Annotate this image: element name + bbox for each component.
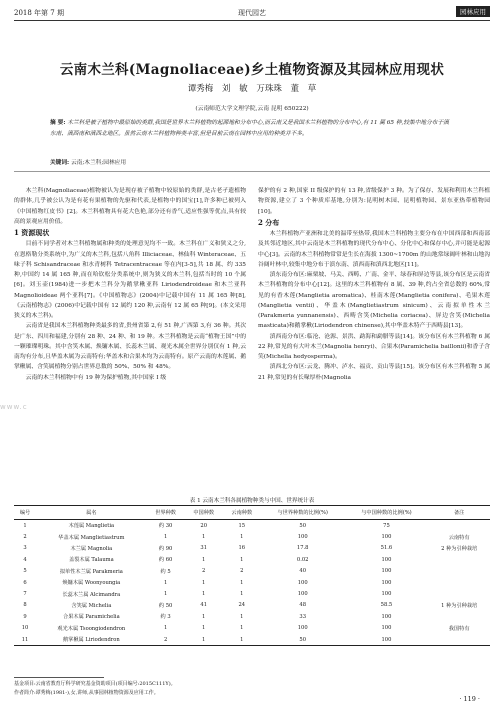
table-cell (428, 554, 490, 565)
table-cell: 5 (23, 568, 27, 575)
table-cell: 1 (23, 522, 27, 529)
table-cell: 40 (299, 568, 306, 575)
table-cell: 合果木属 Paramichelia (63, 614, 120, 621)
right-column (258, 186, 490, 383)
table-cell: 31 (200, 545, 207, 552)
table-cell: 约 60 (158, 557, 173, 564)
table-cell: 100 (381, 625, 392, 632)
table-cell: 75 (383, 522, 390, 529)
table-cell: 1 (163, 534, 168, 541)
table-cell: 1 (240, 579, 244, 586)
table-cell: 100 (381, 534, 392, 541)
table-cell: 8 (23, 602, 27, 609)
table-cell (428, 634, 490, 646)
table-cell: 1 (163, 625, 168, 632)
table-cell: 2 种为引种栽培 (441, 545, 478, 552)
table-row (14, 634, 490, 646)
table-cell: 4 (23, 556, 27, 563)
table-row (14, 520, 490, 532)
column-header: 编号 (14, 506, 36, 520)
table-cell: 100 (381, 579, 392, 586)
table-cell: 58.5 (380, 602, 393, 609)
table-row (14, 588, 490, 599)
table-cell: 云南特有 (448, 534, 470, 541)
abstract-text: 木兰科是被子植物中最原始的类群,我国是世界木兰科植物的起源地和分布中心,而云南又是我国木兰科植物的分布中心,有 11 属 65 种,较集中地分布于滇东南、滇西南和滇西北地区。虽然云南木兰科植物种类丰富,但是目前云南在园林中应用的种类并不多。 (50, 120, 449, 137)
table-cell: 2 (147, 634, 185, 646)
table-cell: 长蕊木兰属 Alcimandra (62, 591, 121, 598)
table-cell: 16 (238, 545, 246, 552)
table-cell: 含笑属 Michelia (71, 602, 112, 609)
table-cell: 鹅掌楸属 Liriodendron (36, 634, 146, 646)
paragraph: 目前不同学者对木兰科植物属和种类的处理意见均不一致。木兰科在广义和狭义之分,在恩格勒分类系统中,为广义的木兰科,包括八角科 Illiciaceae、林仙科 Winteraceae、五味子科 Schisandraceae 和水青树科 Tetracentraceae 等在内[3-5],共 18 属、约 335 种,中国约 14 属 165 种,而在哈钦松分类系统中,则为狭义的木兰科,包括当时的 10 个属[6]。刘玉壶(1984)进一步把木兰科分为鹅掌楸亚科 Liriodendroideae 和木兰亚科 Magnolioideae 两个亚科[7]。《中国植物志》(2004)中记载中国有 11 属 165 种[8],《云南植物志》(2006)中记载中国有 12 属约 120 种,云南有 12 属 65 种[9]。(本文采用狭义的木兰科)。 (14, 241, 246, 319)
authors: 谭秀梅 刘 敏 万珠珠 董 草 (187, 84, 317, 94)
page-number: · 119 · (459, 695, 480, 703)
table-row (14, 543, 490, 554)
keywords (50, 157, 454, 166)
table-cell: 10 (21, 625, 29, 632)
table-cell (428, 577, 490, 588)
watermark-text: www.c (0, 403, 28, 411)
table-cell: 100 (381, 591, 392, 598)
table-cell: 17.8 (296, 545, 309, 552)
table-cell: 1 (240, 591, 244, 598)
page-header (0, 0, 504, 40)
author-footnote: 作者简介:谭秀梅(1981-),女,讲师,从事园林植物资源及应用工作。 (14, 690, 159, 696)
column-header: 云南种数 (223, 506, 261, 520)
table-cell: 41 (200, 602, 207, 609)
paragraph: 木兰科植物产亚洲和北美的温带至热带,我国木兰科植物主要分布在中国西部和西南部及其邻近地区,其中云南是木兰科植物的现代分布中心、分化中心和保存中心,并可能是起源中心[3]。云南的木兰科植物常常是生长在海拔 1300~1700m 的山地常绿阔叶林和山地沟谷阔叶林中,较集中地分布于滇东南、滇西南和滇西北地区[11]。 (258, 231, 490, 268)
fund-footnote: 基金项目:云南省教育厅科学研究基金资助项目(项目编号:2015C111Y)。 (14, 681, 176, 687)
table-cell: 9 (23, 613, 27, 620)
header-rule (14, 20, 490, 21)
column-header: 属名 (36, 506, 146, 520)
table-cell: 约 5 (160, 568, 171, 575)
intro-paragraph: 木兰科(Magnoliaceae)植物被认为是现存被子植物中较原始的类群,是古老孑遗植物的群体,几乎被公认为是有花有果植物的先驱和代表,是植物中的国宝[1],许多种已被列入《中国植物红皮书》[2]。木兰科植物具有花大色艳,部分还有香气,适应性强等优点,具有较高的景观应用价值。 (14, 188, 246, 225)
abstract-label: 摘 要: (50, 120, 66, 126)
table-cell (428, 588, 490, 599)
keywords-label: 关键词: (50, 160, 70, 166)
table-cell: 1 种为引种栽培 (441, 602, 478, 609)
table-cell: 3 (23, 545, 27, 552)
abstract (50, 118, 454, 139)
table-cell: 1 (202, 534, 206, 541)
table-cell (428, 611, 490, 622)
table-cell: 24 (238, 602, 246, 609)
column-header: 备注 (428, 506, 490, 520)
table-cell: 焕镛木属 Woonyoungia (62, 580, 121, 587)
table-cell: 盖裂木属 Talauma (69, 557, 114, 564)
column-header: 中国种数 (185, 506, 223, 520)
table-row (14, 531, 490, 542)
table-row (14, 577, 490, 588)
table-cell: 1 (223, 634, 261, 646)
table-cell: 拟单性木兰属 Parakmeria (59, 568, 123, 575)
table-row (14, 600, 490, 611)
table-cell (428, 520, 490, 532)
table-caption: 表 1 云南木兰科各属植物种类与中国、世界统计表 (189, 498, 315, 504)
table-cell: 100 (297, 534, 308, 541)
column-header: 与世界种数的比例(%) (261, 506, 345, 520)
table-row (14, 623, 490, 634)
section-heading-resources: 1 资源现状 (14, 228, 50, 237)
article-title: 云南木兰科(Magnoliaceae)乡土植物资源及其园林应用现状 (59, 62, 445, 78)
paragraph: 云南的木兰科植物中有 19 种为保护植物,其中国家 I 级 (25, 374, 167, 381)
table-cell: 100 (297, 625, 308, 632)
table-cell: 33 (299, 613, 306, 620)
table-cell: 15 (238, 522, 246, 529)
table-cell: 1 (202, 613, 206, 620)
table-cell: 7 (23, 591, 27, 598)
paragraph: 保护的有 2 种,国家 II 级保护的有 13 种,省级保护 3 种。为了保存、发展和利用木兰科植物资源,建立了 3 个种质库基地,分别为:昆明树木园、昆明植物园、景东亚热带植物园[10]。 (258, 188, 490, 215)
table-header-row (14, 506, 490, 520)
table-cell: 2 (240, 568, 244, 575)
table-cell: 100 (297, 591, 308, 598)
table-cell: 约 90 (158, 545, 173, 552)
section-heading-distribution: 2 分布 (258, 217, 280, 227)
table-cell: 100 (381, 568, 392, 575)
table-cell: 1 (240, 625, 244, 632)
table-cell: 6 (23, 579, 27, 586)
table-cell (428, 566, 490, 577)
table-cell: 约 30 (158, 523, 173, 530)
affiliation: (云南师范大学文理学院,云南 昆明 650222) (195, 106, 309, 112)
table-row (14, 566, 490, 577)
table-cell: 我国特有 (448, 625, 470, 632)
table-cell: 1 (185, 634, 223, 646)
column-header: 与中国种数的比例(%) (345, 506, 429, 520)
journal-name: 现代园艺 (238, 9, 266, 17)
table-cell: 100 (297, 579, 308, 586)
table-cell: 48 (299, 602, 306, 609)
abstract-separator (14, 171, 490, 172)
table-cell: 11 (14, 634, 36, 646)
genera-table (14, 505, 490, 646)
paragraph: 滇东南分布区:麻栗坡、马关、西畴、广南、金平、绿春和屏边等县,该分布区是云南省木兰科植物的分布中心[12]。这里的木兰科植物有 8 属、39 种,约占全省总数的 60%,常见的有香木莲(Manglietia aromatica)、桂南木莲(Manglietia conifera)、毛果木莲(Manglietia ventii)、华盖木(Manglietiastrum sinicum)、云南拟单性木兰(Parakmeria yunnanensis)、西畴含笑(Michelia coriacea)、屏边含笑(Michelia masticata)和鹅掌楸(Liriodendron chinense),其中华盖木特产于西畴县[13]。 (258, 272, 490, 330)
column-badge: 园林应用 (456, 6, 490, 17)
issue-label: 2018 年第 7 期 (14, 9, 64, 17)
table-cell: 1 (202, 556, 206, 563)
table-cell: 2 (202, 568, 206, 575)
table-row (14, 554, 490, 565)
table-cell: 100 (381, 613, 392, 620)
table-cell: 20 (200, 522, 207, 529)
table-cell: 约 50 (158, 602, 173, 609)
table-cell: 1 (202, 625, 206, 632)
table-cell: 100 (345, 634, 429, 646)
table-cell: 1 (202, 579, 206, 586)
table-cell: 华盖木属 Manglietiastrum (58, 534, 125, 541)
table-cell: 2 (23, 534, 27, 541)
table-cell: 观光木属 Tsoongiodendron (57, 625, 126, 632)
table-cell: 1 (240, 556, 244, 563)
paragraph: 云南省是我国木兰科植物种类最多的省,贵州省第 2,有 51 种,广西第 3,有 36 种。其次是广东、四川和福建,分别有 28 种、24 种、和 19 种。木兰科植物是云南“植物王国”中的一颗璀璨明珠。其中含笑木属、焕镛木属、长蕊木兰属、观光木属全世界分别仅有 1 种,云南均有分布,且华盖木属为云南特有;华盖木和合果木均为云南特有。原产云南的木莲属、鹅掌楸属、含笑属植物分别占世界总数的 50%、50% 和 48%。 (14, 323, 246, 371)
table-cell: 50 (261, 634, 345, 646)
table-cell: 1 (240, 613, 244, 620)
table-cell: 0.02 (296, 556, 309, 563)
column-header: 世界种数 (147, 506, 185, 520)
table-cell: 1 (240, 534, 244, 541)
table-cell: 50 (299, 522, 306, 529)
table-row (14, 611, 490, 622)
table-cell: 木兰属 Magnolia (70, 545, 113, 552)
table-cell: 约 3 (160, 614, 171, 621)
table-cell: 木莲属 Manglietia (68, 523, 115, 530)
table-cell: 1 (202, 591, 206, 598)
table-cell: 100 (381, 556, 392, 563)
table-cell: 51.6 (380, 545, 393, 552)
paragraph: 滇西北分布区:云龙、腾冲、泸水、福贡、贡山等县[15]。该分布区有木兰科植物 5 属 21 种,常见的有长喙厚朴(Magnolia (258, 364, 490, 381)
footnote-rule (14, 677, 104, 678)
table-cell: 1 (163, 579, 168, 586)
paragraph: 滇西南分布区:临沧、沧源、景洪、勐海和勐腊等县[14]。该分布区有木兰科植物 6 属 22 种,常见的有大叶木兰(Magnolia henryi)、合果木(Paramichelia baillonii)和香子含笑(Michelia hedyosperma)。 (258, 333, 490, 360)
table-cell: 1 (163, 591, 168, 598)
keywords-text: 云南;木兰科;园林应用 (70, 160, 127, 166)
left-column (14, 186, 246, 383)
